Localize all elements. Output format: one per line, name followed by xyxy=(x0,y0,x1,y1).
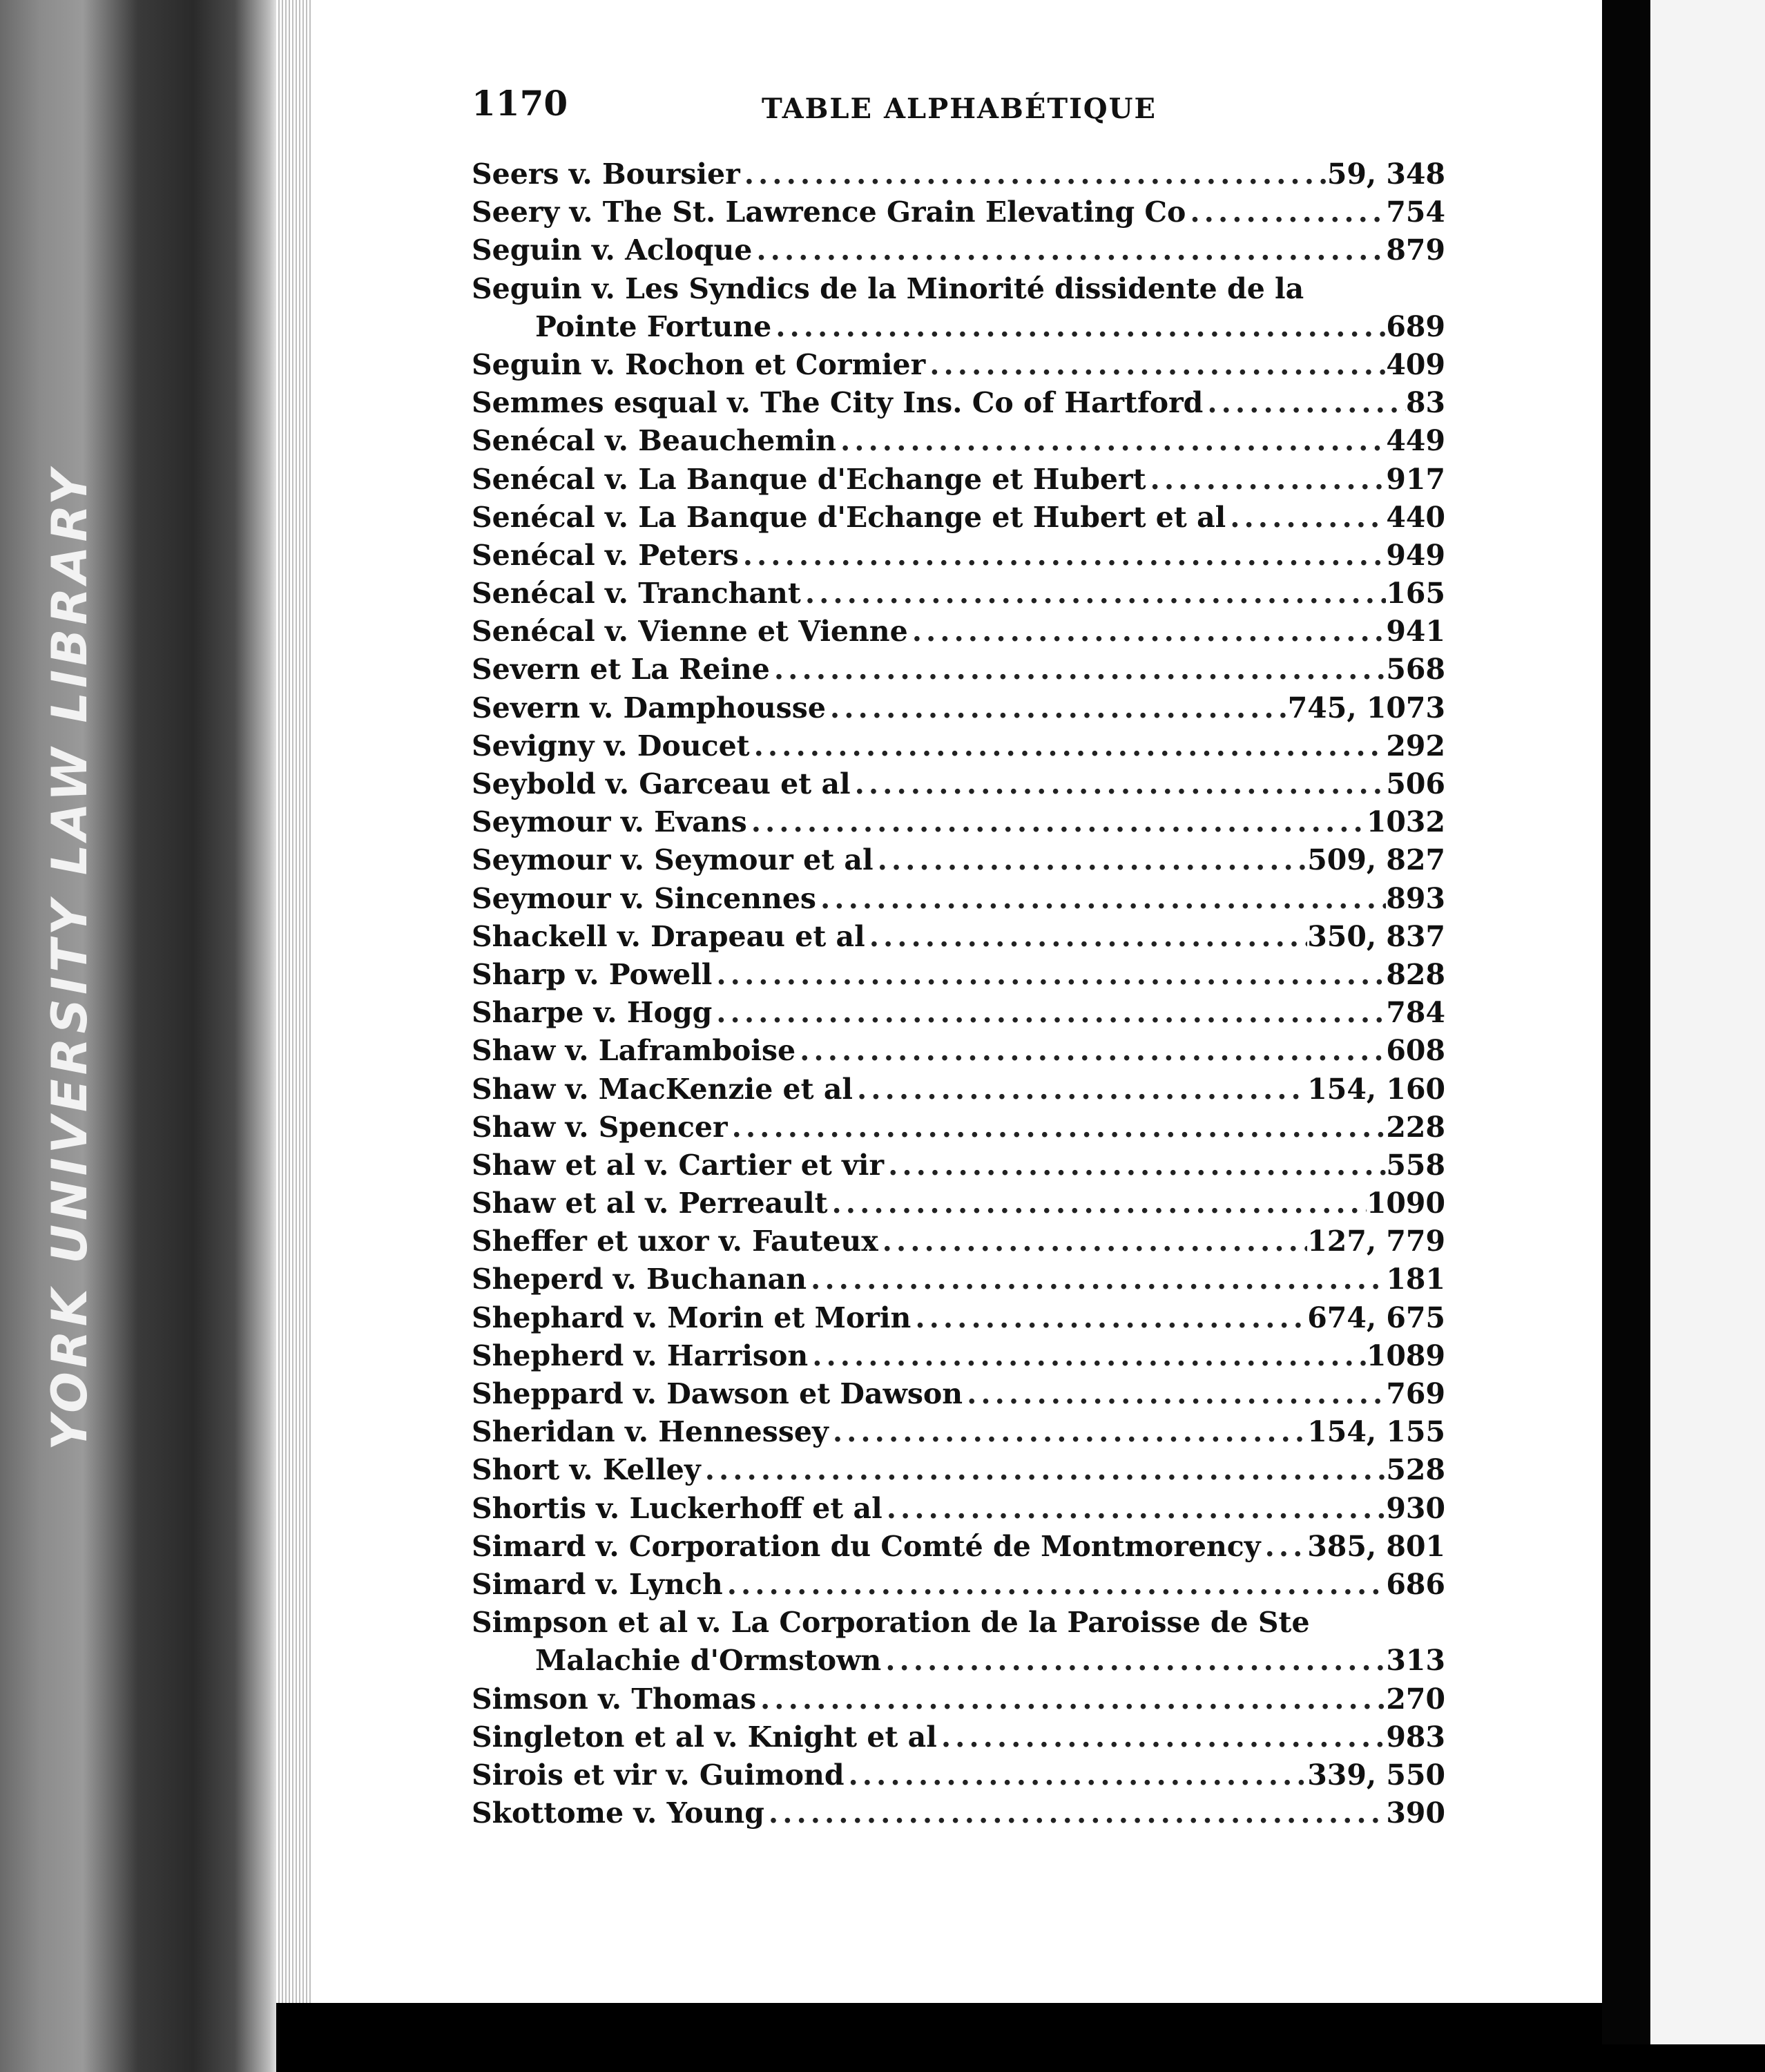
leader-dots xyxy=(828,1187,1367,1220)
index-entry xyxy=(472,463,1445,501)
index-entry xyxy=(472,1682,1445,1720)
case-name: Senécal v. Tranchant xyxy=(472,577,801,611)
index-entry xyxy=(472,348,1445,386)
index-entry-continuation xyxy=(472,310,1445,348)
case-name: Simson v. Thomas xyxy=(472,1682,757,1716)
case-name: Senécal v. Beauchemin xyxy=(472,424,836,458)
leader-dots xyxy=(752,233,1386,267)
case-name: Malachie d'Ormstown xyxy=(535,1644,882,1678)
case-name: Shaw et al v. Cartier et vir xyxy=(472,1148,885,1182)
index-entry xyxy=(472,272,1445,310)
index-entry xyxy=(472,958,1445,996)
page-refs: 568 xyxy=(1386,653,1445,687)
leader-dots xyxy=(770,653,1387,686)
leader-dots xyxy=(747,805,1367,838)
leader-dots xyxy=(764,1796,1386,1830)
page-refs: 449 xyxy=(1386,424,1445,458)
page-refs: 930 xyxy=(1386,1491,1445,1525)
case-name: Shephard v. Morin et Morin xyxy=(472,1301,912,1334)
page-refs: 154, 155 xyxy=(1307,1415,1445,1449)
index-list xyxy=(472,157,1445,1834)
page-refs: 154, 160 xyxy=(1307,1072,1445,1106)
index-entry xyxy=(472,424,1445,462)
index-entry xyxy=(472,1720,1445,1758)
page-refs: 385, 801 xyxy=(1307,1529,1445,1563)
page-refs: 784 xyxy=(1386,996,1445,1030)
library-stamp: YORK UNIVERSITY LAW LIBRARY xyxy=(41,466,98,1450)
page-refs: 509, 827 xyxy=(1307,843,1445,877)
case-name: Sheridan v. Hennessey xyxy=(472,1415,829,1449)
page-header xyxy=(472,83,1445,138)
case-name: Senécal v. Peters xyxy=(472,538,739,572)
page-refs: 941 xyxy=(1386,615,1445,649)
page-refs: 828 xyxy=(1386,957,1445,991)
index-entry xyxy=(472,1453,1445,1491)
leader-dots xyxy=(728,1111,1387,1144)
case-name: Seymour v. Sincennes xyxy=(472,881,817,915)
index-entry xyxy=(472,195,1445,233)
leader-dots xyxy=(1146,463,1387,496)
page-refs: 689 xyxy=(1386,309,1445,343)
case-name: Seymour v. Evans xyxy=(472,805,747,839)
leader-dots xyxy=(1261,1530,1308,1563)
case-name: Semmes esqual v. The City Ins. Co of Hartford xyxy=(472,386,1204,420)
case-name: Shortis v. Luckerhoff et al xyxy=(472,1491,882,1525)
page-refs: 949 xyxy=(1386,538,1445,572)
case-name: Shepherd v. Harrison xyxy=(472,1339,809,1372)
case-name: Shaw et al v. Perreault xyxy=(472,1187,828,1220)
leader-dots xyxy=(723,1568,1387,1601)
leader-dots xyxy=(756,1682,1386,1716)
page-refs: 313 xyxy=(1386,1644,1445,1678)
index-entry xyxy=(472,920,1445,958)
page-refs: 1090 xyxy=(1366,1187,1445,1220)
case-name: Sevigny v. Doucet xyxy=(472,729,750,762)
case-name: Sheppard v. Dawson et Dawson xyxy=(472,1377,963,1410)
page-refs: 745, 1073 xyxy=(1287,691,1445,725)
leader-dots xyxy=(1226,501,1386,534)
leader-dots xyxy=(801,577,1387,610)
leader-dots xyxy=(712,958,1386,991)
page-refs: 409 xyxy=(1386,347,1445,381)
case-name: Simard v. Lynch xyxy=(472,1567,723,1601)
page-refs: 440 xyxy=(1386,500,1445,534)
running-title: TABLE ALPHABÉTIQUE xyxy=(762,93,1157,125)
page-refs: 528 xyxy=(1386,1453,1445,1487)
index-entry xyxy=(472,1225,1445,1263)
index-entry xyxy=(472,1339,1445,1377)
index-entry xyxy=(472,653,1445,691)
leader-dots xyxy=(1186,195,1386,229)
case-name: Seguin v. Rochon et Cormier xyxy=(472,347,926,381)
case-name: Seybold v. Garceau et al xyxy=(472,767,851,800)
page-refs: 228 xyxy=(1386,1110,1445,1144)
case-name: Simpson et al v. La Corporation de la Paroisse de Ste xyxy=(472,1606,1310,1640)
leader-dots xyxy=(911,1301,1307,1334)
case-name: Sirois et vir v. Guimond xyxy=(472,1758,845,1792)
leader-dots xyxy=(701,1453,1387,1486)
case-name: Short v. Kelley xyxy=(472,1453,701,1487)
page-refs: 893 xyxy=(1386,881,1445,915)
page-edges xyxy=(276,0,311,2003)
case-name: Seery v. The St. Lawrence Grain Elevating Co xyxy=(472,195,1186,229)
leader-dots xyxy=(878,1225,1308,1258)
index-entry xyxy=(472,1568,1445,1606)
index-entry-continuation xyxy=(472,1644,1445,1682)
next-page-edge xyxy=(1650,0,1765,2044)
page-refs: 686 xyxy=(1386,1567,1445,1601)
case-name: Sharpe v. Hogg xyxy=(472,996,713,1030)
case-name: Singleton et al v. Knight et al xyxy=(472,1720,937,1754)
page-refs: 879 xyxy=(1386,233,1445,267)
index-entry xyxy=(472,386,1445,424)
leader-dots xyxy=(740,157,1327,191)
leader-dots xyxy=(826,691,1288,725)
leader-dots xyxy=(884,1149,1386,1182)
page-refs: 181 xyxy=(1386,1263,1445,1296)
leader-dots xyxy=(807,1263,1386,1296)
index-entry xyxy=(472,729,1445,767)
index-entry xyxy=(472,882,1445,920)
case-name: Seguin v. Acloque xyxy=(472,233,753,267)
index-entry xyxy=(472,1187,1445,1225)
index-entry xyxy=(472,996,1445,1034)
leader-dots xyxy=(882,1492,1387,1525)
leader-dots xyxy=(908,615,1387,648)
page-refs: 127, 779 xyxy=(1307,1225,1445,1258)
index-entry xyxy=(472,691,1445,729)
case-name: Sharp v. Powell xyxy=(472,957,713,991)
case-name: Sheperd v. Buchanan xyxy=(472,1263,807,1296)
page-refs: 1032 xyxy=(1366,805,1445,839)
case-name: Seguin v. Les Syndics de la Minorité dissidente de la xyxy=(472,271,1304,305)
index-entry xyxy=(472,1073,1445,1111)
leader-dots xyxy=(865,920,1308,953)
case-name: Severn v. Damphousse xyxy=(472,691,826,725)
leader-dots xyxy=(874,843,1308,876)
page-refs: 292 xyxy=(1386,729,1445,762)
page-refs: 350, 837 xyxy=(1307,919,1445,953)
case-name: Severn et La Reine xyxy=(472,653,770,687)
page-refs: 754 xyxy=(1386,195,1445,229)
index-entry xyxy=(472,1034,1445,1072)
page-refs: 674, 675 xyxy=(1307,1301,1445,1334)
index-entry xyxy=(472,1530,1445,1568)
case-name: Senécal v. Vienne et Vienne xyxy=(472,615,908,649)
page-refs: 59, 348 xyxy=(1327,157,1445,191)
index-entry xyxy=(472,1263,1445,1301)
leader-dots xyxy=(739,539,1387,572)
case-name: Shaw v. Spencer xyxy=(472,1110,728,1144)
index-entry xyxy=(472,615,1445,653)
case-name: Simard v. Corporation du Comté de Montmorency xyxy=(472,1529,1261,1563)
leader-dots xyxy=(845,1758,1308,1792)
leader-dots xyxy=(795,1034,1386,1067)
index-entry xyxy=(472,843,1445,881)
leader-dots xyxy=(712,996,1386,1029)
case-name: Sheffer et uxor v. Fauteux xyxy=(472,1225,878,1258)
page-refs: 769 xyxy=(1386,1377,1445,1410)
index-entry xyxy=(472,1606,1445,1644)
index-entry xyxy=(472,1415,1445,1453)
index-entry xyxy=(472,1492,1445,1530)
index-entry xyxy=(472,501,1445,539)
index-entry xyxy=(472,1377,1445,1415)
page-refs: 506 xyxy=(1386,767,1445,800)
case-name: Senécal v. La Banque d'Echange et Hubert et al xyxy=(472,500,1226,534)
page-refs: 390 xyxy=(1386,1796,1445,1830)
leader-dots xyxy=(851,767,1387,800)
case-name: Seymour v. Seymour et al xyxy=(472,843,874,877)
leader-dots xyxy=(853,1073,1307,1106)
leader-dots xyxy=(816,882,1386,915)
page-refs: 608 xyxy=(1386,1034,1445,1068)
page-refs: 917 xyxy=(1386,462,1445,496)
index-entry xyxy=(472,805,1445,843)
leader-dots xyxy=(771,310,1386,343)
index-entry xyxy=(472,539,1445,577)
case-name: Skottome v. Young xyxy=(472,1796,764,1830)
page-refs: 165 xyxy=(1386,577,1445,611)
leader-dots xyxy=(963,1377,1386,1410)
leader-dots xyxy=(937,1720,1387,1754)
gutter-shadow xyxy=(1602,0,1650,2044)
leader-dots xyxy=(1203,386,1406,419)
index-entry xyxy=(472,1796,1445,1834)
case-name: Seers v. Boursier xyxy=(472,157,740,191)
case-name: Pointe Fortune xyxy=(535,309,772,343)
page-number: 1170 xyxy=(472,83,568,124)
book-spine xyxy=(0,0,276,2072)
page-refs: 983 xyxy=(1386,1720,1445,1754)
case-name: Senécal v. La Banque d'Echange et Hubert xyxy=(472,462,1146,496)
index-entry xyxy=(472,1111,1445,1149)
leader-dots xyxy=(750,729,1387,762)
case-name: Shaw v. MacKenzie et al xyxy=(472,1072,853,1106)
page-refs: 83 xyxy=(1405,386,1445,420)
page-refs: 270 xyxy=(1386,1682,1445,1716)
page-refs: 558 xyxy=(1386,1148,1445,1182)
leader-dots xyxy=(836,424,1386,457)
index-entry xyxy=(472,1149,1445,1187)
index-entry xyxy=(472,157,1445,195)
leader-dots xyxy=(808,1339,1367,1372)
index-entry xyxy=(472,1758,1445,1796)
index-entry xyxy=(472,577,1445,615)
leader-dots xyxy=(829,1415,1307,1448)
leader-dots xyxy=(925,348,1386,381)
index-entry xyxy=(472,767,1445,805)
page-refs: 1089 xyxy=(1366,1339,1445,1372)
index-entry xyxy=(472,233,1445,271)
index-entry xyxy=(472,1301,1445,1339)
leader-dots xyxy=(881,1644,1386,1677)
case-name: Shackell v. Drapeau et al xyxy=(472,919,865,953)
case-name: Shaw v. Laframboise xyxy=(472,1034,796,1068)
page-refs: 339, 550 xyxy=(1307,1758,1445,1792)
